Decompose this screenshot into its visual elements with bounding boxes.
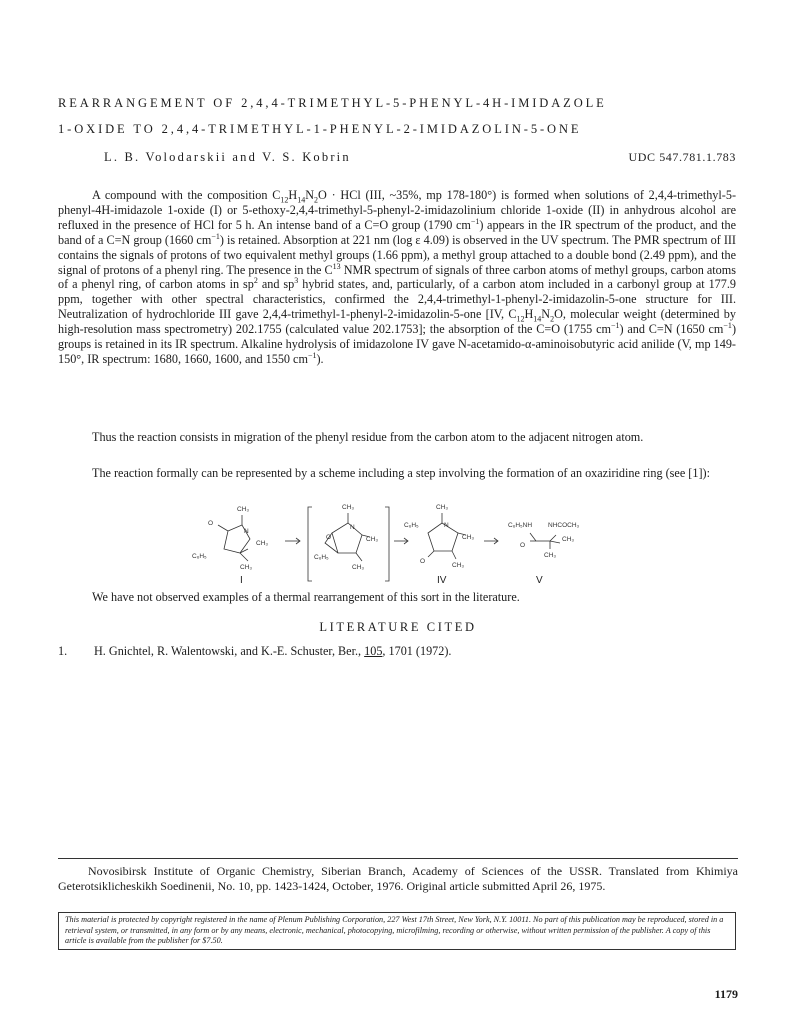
copyright-notice: This material is protected by copyright registered in the name of Plenum Publishing Corporation, 227 West 17th Street, New York, N.Y. 10011. No part of this publication may be reproduced, stored in a retrieval system, or transmitted, in any form or by any means, electronic, mechanical, photocopying, microfilming, recording or otherwise, without written permission of the publisher. A copy of this article is available from the publisher for $7.50. [58,912,736,950]
chain-compound-v [530,533,536,541]
label-ch3: CH₃ [562,536,575,543]
article-title-line-1: REARRANGEMENT OF 2,4,4-TRIMETHYL-5-PHENYL-4H-IMIDAZOLE [58,96,607,110]
affiliation-footnote: Novosibirsk Institute of Organic Chemistry, Siberian Branch, Academy of Sciences of the USSR. Translated from Khimiya Geterotsiklicheskikh Soedinenii, No. 10, pp. 1423-1424, October, 1976. Original article submitted April 26, 1975. [58,864,738,893]
label-phenyl: C₆H₅ [314,554,329,561]
ring-intermediate [332,523,362,553]
udc-code: UDC 547.781.1.783 [628,150,736,164]
page-number: 1179 [714,987,738,1001]
reference-item: 1. H. Gnichtel, R. Walentowski, and K.-E. Schuster, Ber., 105, 1701 (1972). [58,644,452,658]
literature-heading: LITERATURE CITED [319,620,477,634]
label-c6h5nh: C₆H₅NH [508,522,533,529]
label-o: O [420,558,426,565]
authors: L. B. Volodarskii and V. S. Kobrin [104,150,351,164]
label-n: N [444,522,449,529]
compound-label-v: V [536,575,543,585]
compound-label-iv: IV [437,575,447,585]
label-ch3: CH₃ [240,564,253,571]
body-paragraph-4: We have not observed examples of a thermal rearrangement of this sort in the literature. [92,590,520,604]
label-ch3: CH₃ [366,536,379,543]
bracket-right [385,507,389,581]
compound-label-i: I [240,575,243,585]
footnote-divider [58,858,738,859]
label-o: O [520,542,526,549]
label-n: N [350,524,355,531]
body-paragraph-1: A compound with the composition $C_{12}H_{14}N_2O$ · HCl (III, ~35%, mp 178-180°) is formed when solutions of 2,4,4-trimethyl-5-phenyl-4H-imidazole 1-oxide (I) or 5-ethoxy-2,4,4-trimethyl-5-phenyl-2-imidazolinium chloride 1-oxide (II) in anhydrous alcohol are refluxed in the presence of HCl for 5 h. An intense band of a C=O group (1790 $cm^{-1}$) appears in the IR spectrum of the product, and the band of a C=N group (1660 $cm^{-1}$) is retained. Absorption at 221 nm (log ε 4.09) is observed in the UV spectrum. The PMR spectrum of III contains the signals of protons of two equivalent methyl groups (1.66 ppm), a methyl group attached to a double bond (2.49 ppm), and the signal of protons of a phenyl ring. The presence in the $C^{13}$ NMR spectrum of signals of three carbon atoms of methyl groups, carbon atoms of a phenyl ring, of carbon atoms in $sp^2$ and $sp^3$ hybrid states, and, particularly, of a carbon atom included in a carbonyl group at 177.9 ppm, together with other spectral characteristics, confirmed the 2,4,4-trimethyl-1-phenyl-2-imidazolin-5-one structure for III. Neutralization of hydrochloride III gave 2,4,4-trimethyl-1-phenyl-2-imidazolin-5-one [IV, $C_{12}H_{14}N_2O$, molecular weight (determined by high-resolution mass spectrometry) 202.1755 (calculated value 202.1753]; the absorption of the C=O (1755 $cm^{-1}$) and C=N (1650 $cm^{-1}$) groups is retained in its IR spectrum. Alkaline hydrolysis of imidazolone IV gave N-acetamido-α-aminoisobutyric acid anilide (V, mp 149-150°, IR spectrum: 1680, 1660, 1600, and 1550 $cm^{-1}$). [58,188,737,366]
label-ch3: CH₃ [352,564,365,571]
label-ch3: CH₃ [256,540,269,547]
reaction-scheme [190,497,610,585]
label-o: O [208,520,214,527]
ring-compound-iv [428,523,458,551]
body-paragraph-3: The reaction formally can be represented by a scheme including a step involving the formation of an oxaziridine ring (see [1]): [92,466,710,480]
label-ch3: CH₃ [452,562,465,569]
body-paragraph-2: Thus the reaction consists in migration of the phenyl residue from the carbon atom to the adjacent nitrogen atom. [92,430,644,444]
label-n: N [244,528,249,535]
label-phenyl: C₆H₅ [192,553,207,560]
bracket-left [308,507,312,581]
label-o: O [326,534,332,541]
label-ch3: CH₃ [544,552,557,559]
label-ch3: CH₃ [342,504,355,511]
label-phenyl: C₆H₅ [404,522,419,529]
label-ch3: CH₃ [462,534,475,541]
label-ch3: CH₃ [237,506,250,513]
label-nhcoch3: NHCOCH₃ [548,522,580,529]
label-ch3: CH₃ [436,504,449,511]
article-title-line-2: 1-OXIDE TO 2,4,4-TRIMETHYL-1-PHENYL-2-IMIDAZOLIN-5-ONE [58,122,582,136]
